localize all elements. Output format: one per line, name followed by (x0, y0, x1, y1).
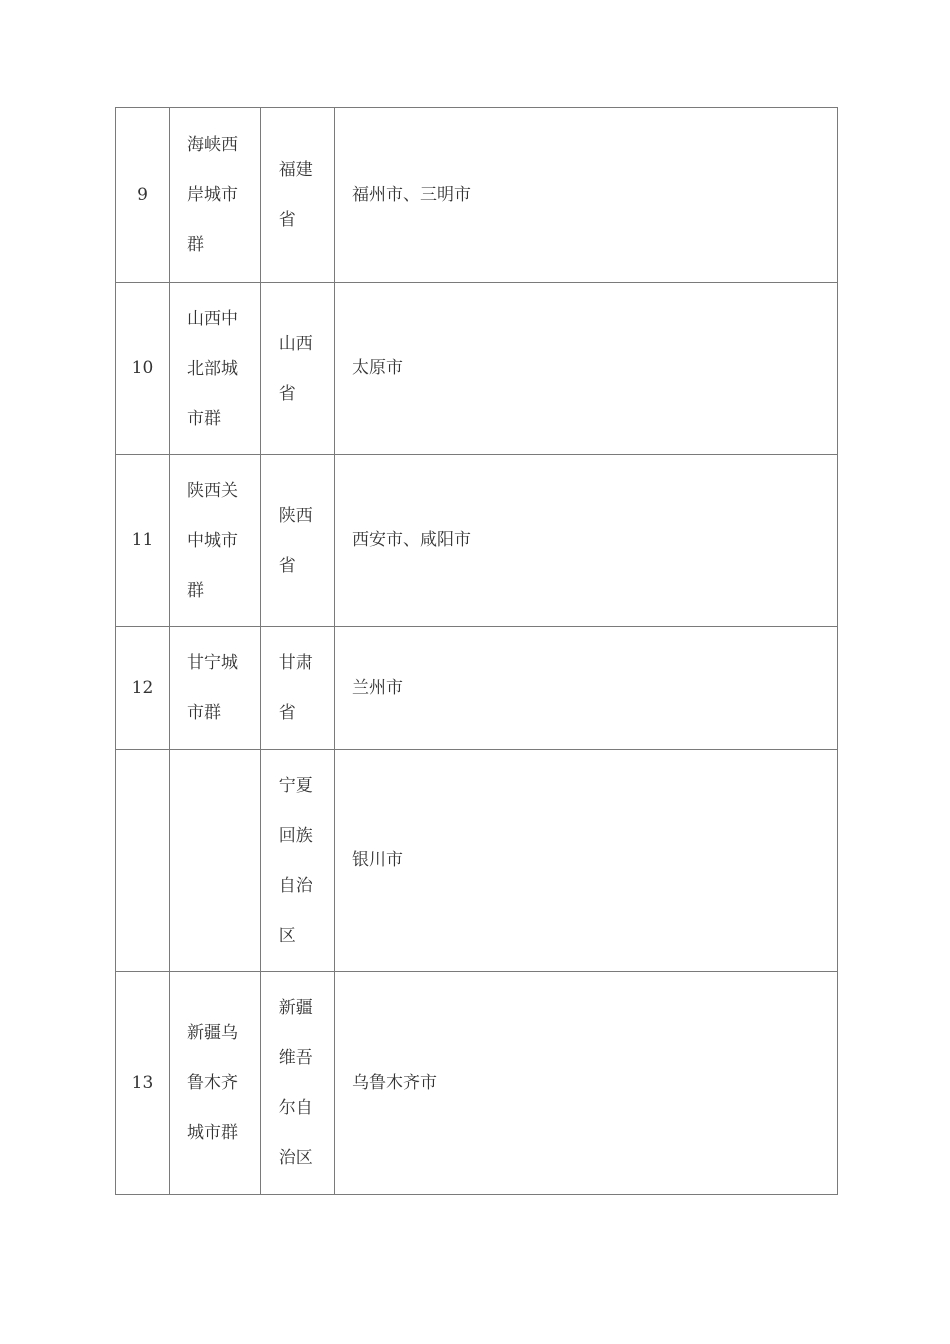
row-number: 12 (116, 627, 170, 750)
cluster-name: 陕西关中城市群 (186, 480, 238, 601)
row-number: 13 (116, 972, 170, 1195)
province-cell (261, 283, 335, 455)
cluster-cell (170, 108, 261, 283)
province-cell (261, 750, 335, 972)
row-number: 11 (116, 455, 170, 627)
province-name: 陕西省 (278, 505, 313, 576)
province-cell (261, 108, 335, 283)
table-row (116, 750, 838, 972)
province-cell (261, 972, 335, 1195)
cities-cell: 福州市、三明市 (335, 108, 838, 283)
table-row (116, 108, 838, 283)
province-name: 福建省 (278, 160, 313, 230)
row-number: 10 (116, 283, 170, 455)
table-row (116, 283, 838, 455)
cluster-name: 山西中北部城市群 (186, 308, 238, 429)
cluster-cell (170, 283, 261, 455)
cluster-cell (170, 972, 261, 1195)
province-cell (261, 627, 335, 750)
row-number (116, 750, 170, 972)
cluster-name: 海峡西岸城市群 (186, 135, 238, 255)
province-name: 宁夏回族自治区 (278, 775, 313, 946)
table-row (116, 972, 838, 1195)
table-row (116, 627, 838, 750)
cities-cell: 西安市、咸阳市 (335, 455, 838, 627)
cities-cell: 兰州市 (335, 627, 838, 750)
table-row (116, 455, 838, 627)
cities-cell: 太原市 (335, 283, 838, 455)
cluster-cell (170, 750, 261, 972)
province-cell (261, 455, 335, 627)
province-name: 甘肃省 (278, 653, 313, 723)
cluster-cell (170, 627, 261, 750)
cities-cell: 银川市 (335, 750, 838, 972)
province-name: 山西省 (278, 333, 313, 404)
cities-cell: 乌鲁木齐市 (335, 972, 838, 1195)
cluster-cell (170, 455, 261, 627)
city-cluster-table (115, 107, 838, 1195)
province-name: 新疆维吾尔自治区 (278, 998, 313, 1168)
cluster-name: 甘宁城市群 (186, 653, 238, 723)
cluster-name: 新疆乌鲁木齐城市群 (186, 1023, 238, 1143)
row-number: 9 (116, 108, 170, 283)
